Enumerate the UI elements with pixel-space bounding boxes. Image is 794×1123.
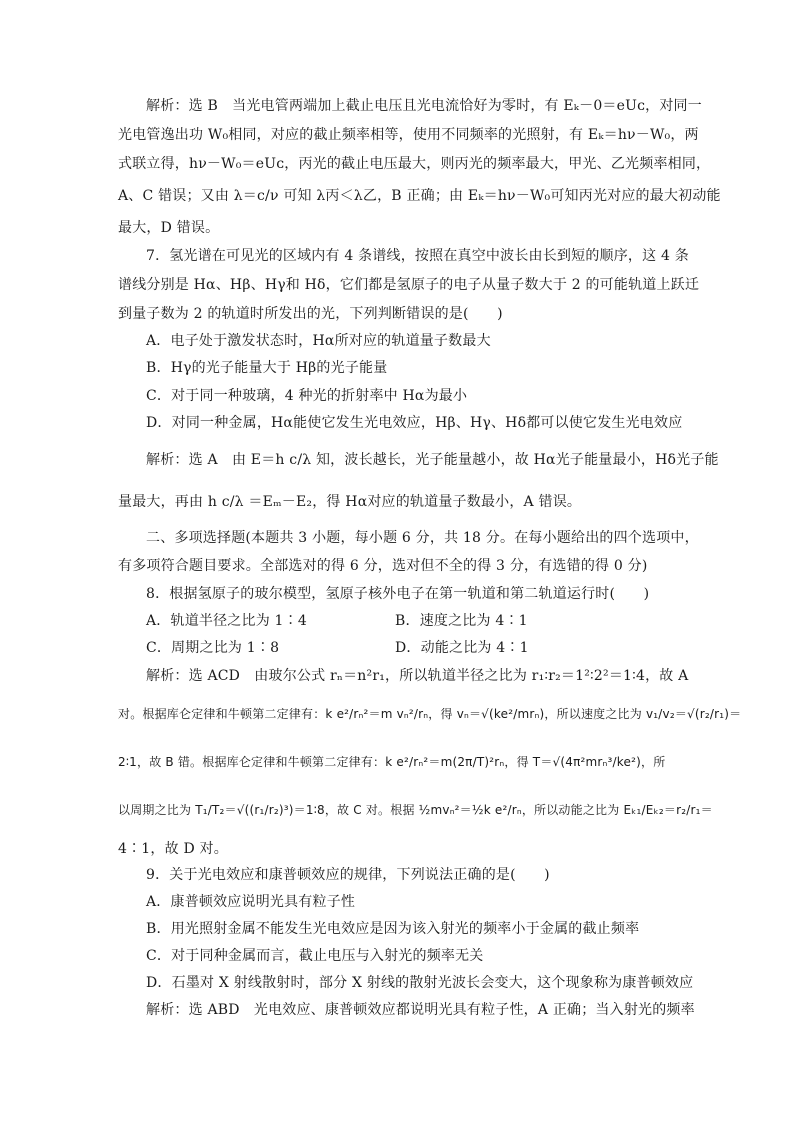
question-9-option-a: A．康普顿效应说明光具有粒子性 xyxy=(146,894,356,910)
text-line: 式联立得，hν－W₀＝eUᴄ，丙光的截止电压最大，则丙光的频率最大，甲光、乙光频率相同， xyxy=(118,156,711,172)
question-9-stem: 9．关于光电效应和康普顿效应的规律，下列说法正确的是( ) xyxy=(146,867,550,883)
analysis-9: 解析：选 ABD 光电效应、康普顿效应都说明光具有粒子性，A 正确；当入射光的频率 xyxy=(146,1002,695,1018)
text-line: 4∶1，故 D 对。 xyxy=(118,841,228,857)
text-line: 光电管逸出功 W₀相同，对应的截止频率相等，使用不同频率的光照射，有 Eₖ＝hν－W₀，两 xyxy=(118,127,699,143)
text-line: A、C 错误；又由 λ＝c/ν 可知 λ丙＜λ乙，B 正确；由 Eₖ＝hν－W₀可知丙光对应的最大初动能 xyxy=(118,188,721,204)
question-9-option-d: D．石墨对 X 射线散射时，部分 X 射线的散射光波长会变大，这个现象称为康普顿效应 xyxy=(146,975,694,991)
question-8-option-b: B．速度之比为 4∶1 xyxy=(395,613,528,629)
text-line: 谱线分别是 Hα、Hβ、Hγ和 Hδ，它们都是氢原子的电子从量子数大于 2 的可能轨道上跃迁 xyxy=(118,277,700,293)
question-8-option-d: D．动能之比为 4∶1 xyxy=(395,640,529,656)
formula-line: 2∶1，故 B 错。根据库仑定律和牛顿第二定律有：k e²/rₙ²＝m(2π/T)²rₙ，得 T＝√(4π²mrₙ³/ke²)，所 xyxy=(118,755,666,769)
question-7-option-d: D．对同一种金属，Hα能使它发生光电效应，Hβ、Hγ、Hδ都可以使它发生光电效应 xyxy=(146,415,683,431)
question-7-stem: 7．氢光谱在可见光的区域内有 4 条谱线，按照在真空中波长由长到短的顺序，这 4 条 xyxy=(146,248,689,264)
text-line: 量最大，再由 h c/λ ＝Eₘ－E₂，得 Hα对应的轨道量子数最小，A 错误。 xyxy=(118,494,582,510)
question-8-option-a: A．轨道半径之比为 1∶4 xyxy=(146,613,307,629)
question-8-stem: 8．根据氢原子的玻尔模型，氢原子核外电子在第一轨道和第二轨道运行时( ) xyxy=(146,586,650,602)
analysis-7: 解析：选 A 由 E＝h c/λ 知，波长越长，光子能量越小，故 Hα光子能量最小，Hδ光子能 xyxy=(146,452,719,468)
question-9-option-c: C．对于同种金属而言，截止电压与入射光的频率无关 xyxy=(146,948,484,964)
question-7-option-b: B．Hγ的光子能量大于 Hβ的光子能量 xyxy=(146,360,388,376)
formula-line: 对。根据库仑定律和牛顿第二定律有：k e²/rₙ²＝m vₙ²/rₙ，得 vₙ＝√(ke²/mrₙ)，所以速度之比为 v₁/v₂＝√(r₂/r₁)＝ xyxy=(118,707,742,721)
question-8-option-c: C．周期之比为 1∶8 xyxy=(146,640,280,656)
section-heading: 二、多项选择题(本题共 3 小题，每小题 6 分，共 18 分。在每小题给出的四个选项中， xyxy=(146,530,699,546)
formula-line: 以周期之比为 T₁/T₂＝√((r₁/r₂)³)＝1∶8，故 C 对。根据 ½mvₙ²＝½k e²/rₙ，所以动能之比为 Eₖ₁/Eₖ₂＝r₂/r₁＝ xyxy=(118,803,713,817)
question-9-option-b: B．用光照射金属不能发生光电效应是因为该入射光的频率小于金属的截止频率 xyxy=(146,921,640,937)
question-7-option-c: C．对于同一种玻璃，4 种光的折射率中 Hα为最小 xyxy=(146,388,468,404)
text-line: 到量子数为 2 的轨道时所发出的光，下列判断错误的是( ) xyxy=(118,306,503,322)
question-7-option-a: A．电子处于激发状态时，Hα所对应的轨道量子数最大 xyxy=(146,333,491,349)
text-line: 最大，D 错误。 xyxy=(118,220,220,236)
text-line: 解析：选 B 当光电管两端加上截止电压且光电流恰好为零时，有 Eₖ－0＝eUᴄ，对同一 xyxy=(146,98,702,114)
text-line: 有多项符合题目要求。全部选对的得 6 分，选对但不全的得 3 分，有选错的得 0 分) xyxy=(118,558,648,574)
analysis-8: 解析：选 ACD 由玻尔公式 rₙ＝n²r₁，所以轨道半径之比为 r₁∶r₂＝1²∶2²＝1∶4，故 A xyxy=(146,668,689,684)
